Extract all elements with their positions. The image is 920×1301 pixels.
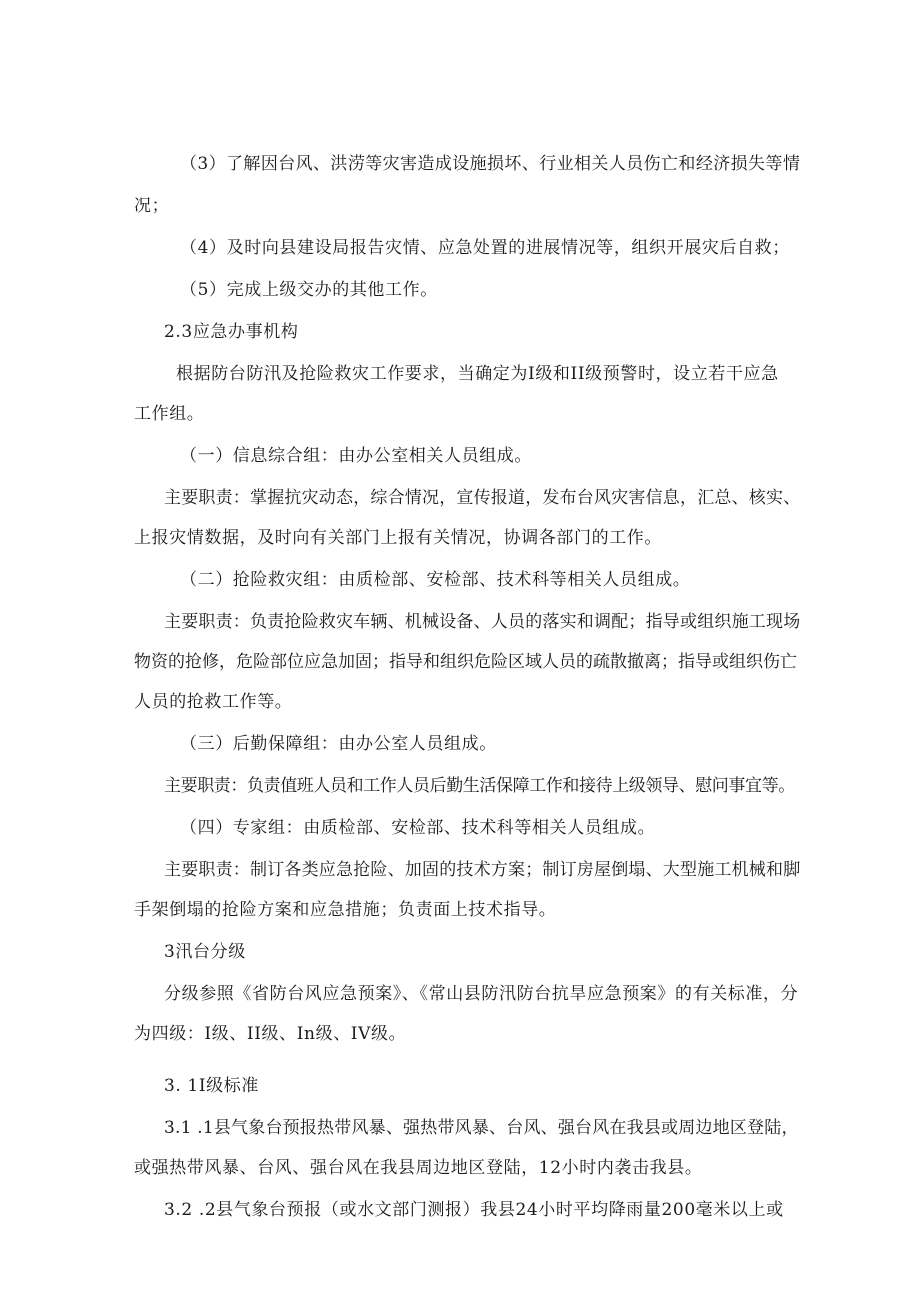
group-duty-4: 主要职责：制订各类应急抢险、加固的技术方案；制订房屋倒塌、大型施工机械和脚 [164, 860, 801, 880]
section-heading-3: 3汛台分级 [164, 942, 246, 962]
section-heading-2-3: 2.3应急办事机构 [164, 322, 299, 342]
group-duty-2-cont-1: 物资的抢修，危险部位应急加固；指导和组织危险区域人员的疏散撤离；指导或组织伤亡 [134, 652, 797, 672]
group-duty-1: 主要职责：掌握抗灾动态，综合情况，宣传报道，发布台风灾害信息，汇总、核实、 [164, 488, 801, 508]
group-heading-2: （二）抢险救灾组：由质检部、安检部、技术科等相关人员组成。 [180, 570, 691, 590]
group-duty-4-cont: 手架倒塌的抢险方案和应急措施；负责面上技术指导。 [134, 900, 557, 920]
group-duty-3: 主要职责：负责值班人员和工作人员后勤生活保障工作和接待上级领导、慰问事宜等。 [164, 776, 795, 796]
group-duty-1-cont: 上报灾情数据，及时向有关部门上报有关情况，协调各部门的工作。 [134, 528, 662, 548]
group-heading-4: （四）专家组：由质检部、安检部、技术科等相关人员组成。 [180, 818, 656, 838]
list-item-3-cont: 况； [134, 196, 170, 216]
section-heading-3-1: 3. 1I级标准 [164, 1076, 259, 1096]
group-heading-3: （三）后勤保障组：由办公室人员组成。 [180, 734, 497, 754]
list-item-5: （5）完成上级交办的其他工作。 [180, 280, 438, 300]
group-heading-1: （一）信息综合组：由办公室相关人员组成。 [180, 446, 532, 466]
group-duty-2-cont-2: 人员的抢救工作等。 [134, 692, 293, 712]
list-item-4: （4）及时向县建设局报告灾情、应急处置的进展情况等，组织开展灾后自救； [180, 238, 790, 258]
list-item-3: （3）了解因台风、洪涝等灾害造成设施损坏、行业相关人员伤亡和经济损失等情 [180, 154, 801, 174]
criterion-3-1-1-cont: 或强热带风暴、台风、强台风在我县周边地区登陆，12小时内袭击我县。 [134, 1158, 703, 1178]
paragraph-intro-cont: 工作组。 [134, 404, 205, 424]
paragraph-intro: 根据防台防汛及抢险救灾工作要求，当确定为I级和II级预警时，设立若干应急 [176, 364, 779, 384]
criterion-3-1-2: 3.2 .2县气象台预报（或水文部门测报）我县24小时平均降雨量200毫米以上或 [164, 1200, 784, 1220]
criterion-3-1-1: 3.1 .1县气象台预报热带风暴、强热带风暴、台风、强台风在我县或周边地区登陆， [164, 1118, 799, 1138]
grading-paragraph-cont: 为四级：I级、II级、In级、IV级。 [134, 1024, 407, 1044]
grading-paragraph: 分级参照《省防台风应急预案》、《常山县防汛防台抗旱应急预案》的有关标准，分 [164, 984, 799, 1004]
group-duty-2: 主要职责：负责抢险救灾车辆、机械设备、人员的落实和调配；指导或组织施工现场 [164, 612, 801, 632]
